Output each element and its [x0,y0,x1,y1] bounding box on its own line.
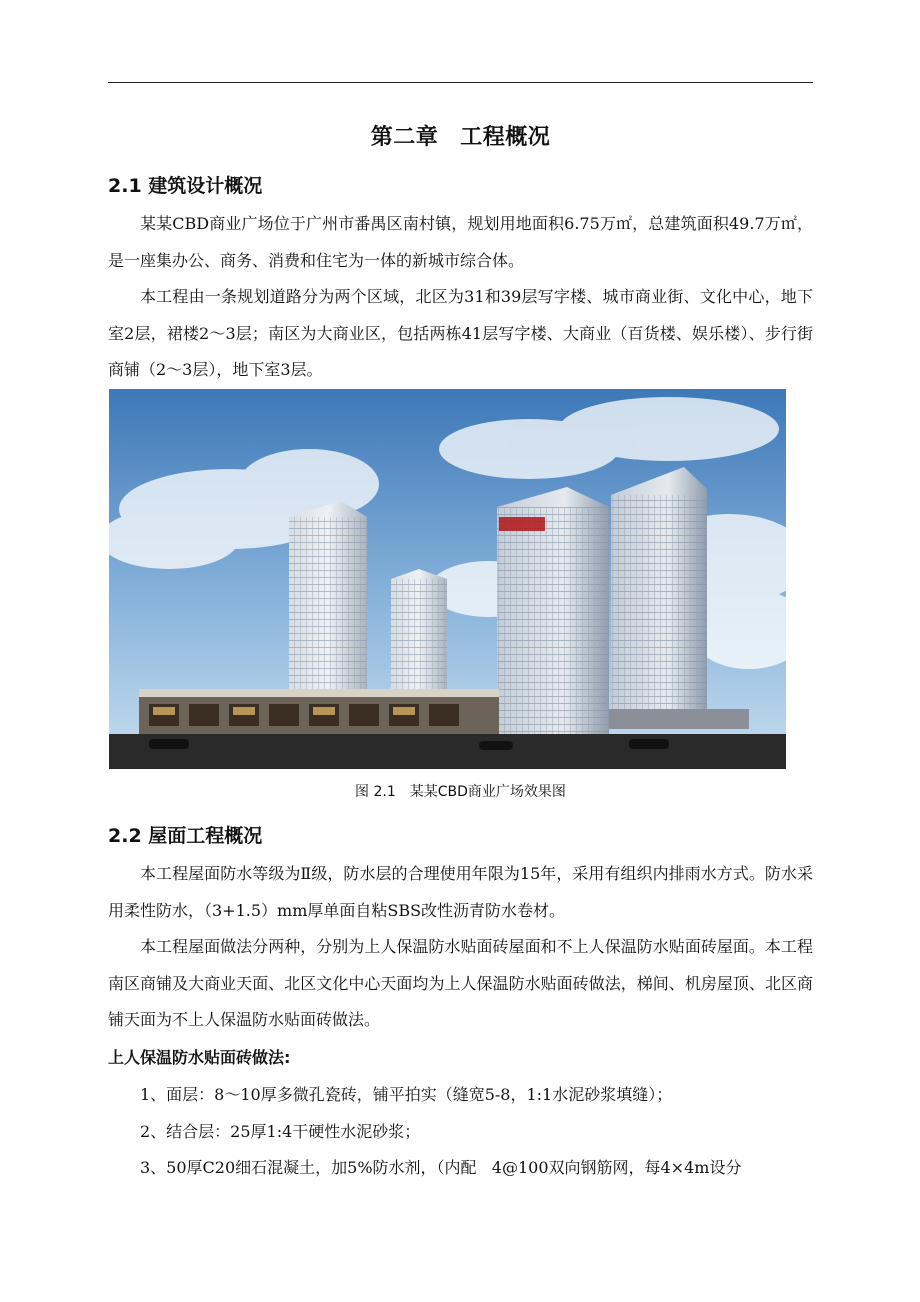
list-item: 3、50厚C20细石混凝土，加5%防水剂，（内配 4@100双向钢筋网，每4×4m设分 [140,1158,742,1177]
method-subheading: 上人保温防水贴面砖做法: [108,1048,291,1067]
paragraph: 本工程由一条规划道路分为两个区域，北区为31和39层写字楼、城市商业街、文化中心，地下室2层，裙楼2～3层；南区为大商业区，包括两栋41层写字楼、大商业（百货楼、娱乐楼）、步行街商铺（2～3层），地下室3层。 [108,287,813,379]
figure-number: 图 2.1 [355,784,396,800]
paragraph: 本工程屋面防水等级为Ⅱ级，防水层的合理使用年限为15年，采用有组织内排雨水方式。防水采用柔性防水，（3+1.5）mm厚单面自粘SBS改性沥青防水卷材。 [108,864,813,920]
figure-caption [108,781,813,801]
chapter-number: 第二章 [370,125,439,150]
chapter-name: 工程概况 [460,125,551,150]
list-item: 1、面层：8～10厚多微孔瓷砖，铺平拍实（缝宽5-8，1:1水泥砂浆填缝）； [140,1085,673,1104]
header-rule [108,82,813,83]
list-item: 2、结合层：25厚1:4干硬性水泥砂浆； [140,1122,421,1141]
paragraph: 本工程屋面做法分两种，分别为上人保温防水贴面砖屋面和不上人保温防水贴面砖屋面。本工程南区商铺及大商业天面、北区文化中心天面均为上人保温防水贴面砖做法，梯间、机房屋顶、北区商铺天面为不上人保温防水贴面砖做法。 [108,937,813,1029]
chapter-title [108,120,813,151]
section-heading-2-1: 2.1 建筑设计概况 [108,175,263,197]
section-heading-2-2: 2.2 屋面工程概况 [108,825,263,847]
paragraph: 某某CBD商业广场位于广州市番禺区南村镇，规划用地面积6.75万㎡，总建筑面积49.7万㎡，是一座集办公、商务、消费和住宅为一体的新城市综合体。 [108,214,813,270]
figure-caption-text: 某某CBD商业广场效果图 [409,784,566,800]
rendering-image [109,389,786,769]
